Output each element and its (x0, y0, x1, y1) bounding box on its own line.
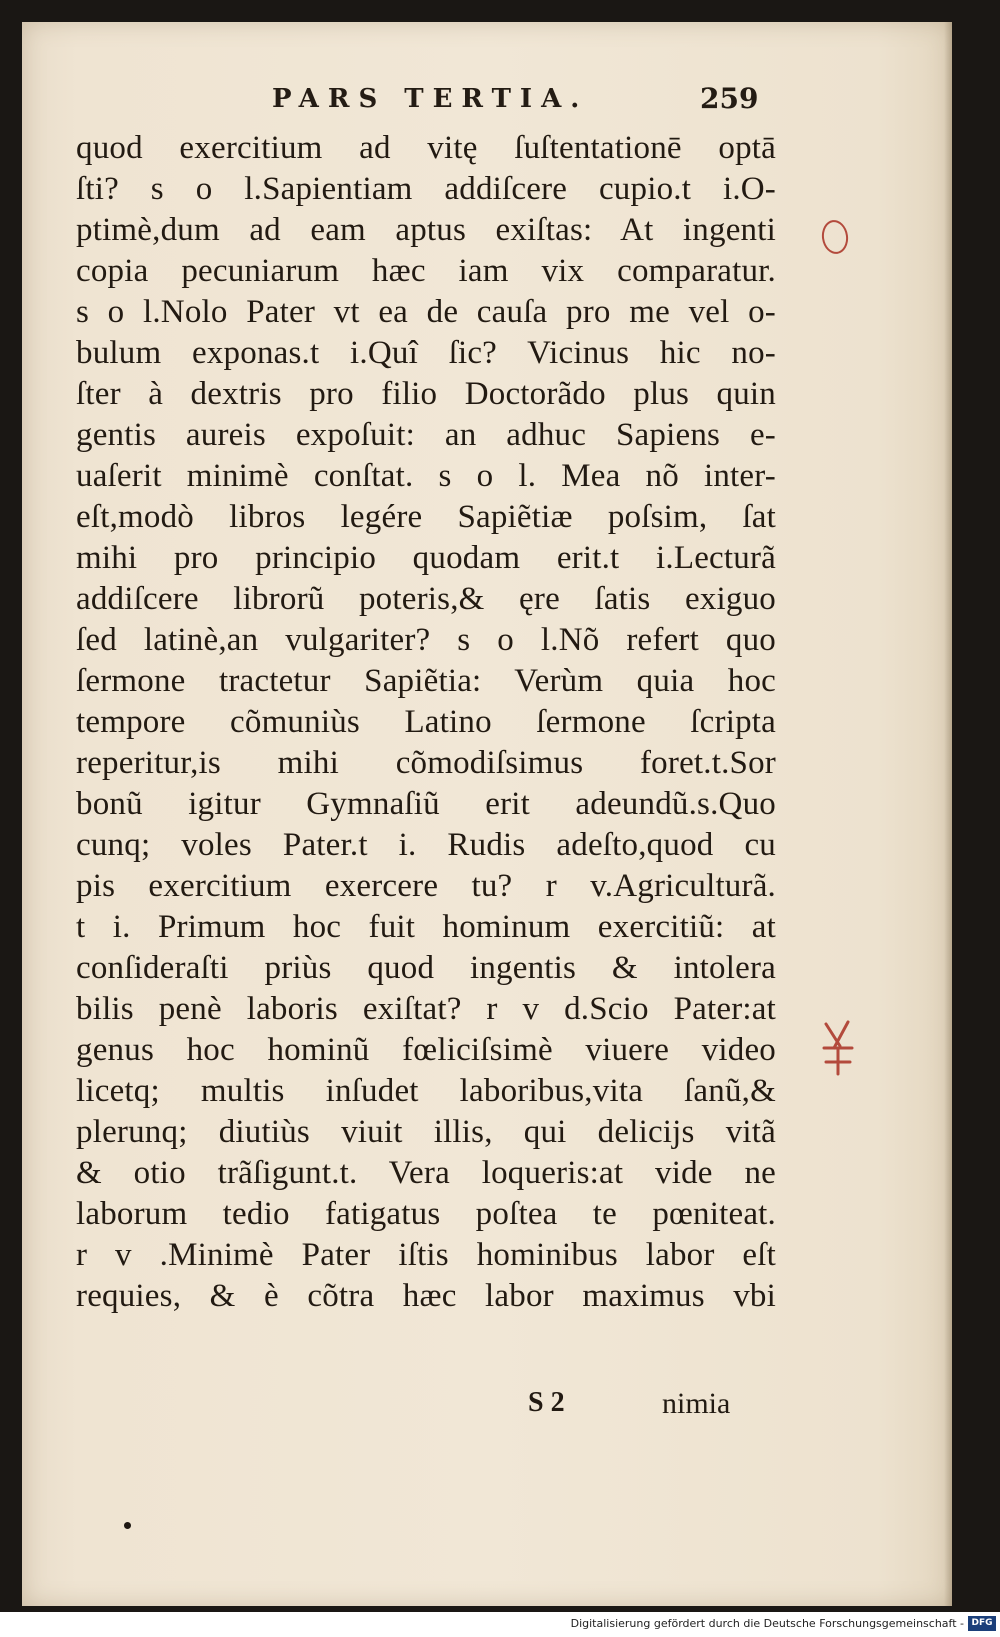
body-text (76, 128, 776, 1317)
text-line: plerunq; diutiùs viuit illis, qui delicijs vitã (76, 1114, 776, 1150)
text-line: copia pecuniarum hæc iam vix comparatur. (76, 253, 776, 289)
text-line: addiſcere librorũ poteris,& ęre ſatis exiguo (76, 581, 776, 617)
text-line: bilis penè laboris exiſtat? r v d.Scio Pater:at (76, 991, 776, 1027)
text-line: ptimè,dum ad eam aptus exiſtas: At ingenti (76, 212, 776, 248)
text-line: pis exercitium exercere tu? r v.Agriculturã. (76, 868, 776, 904)
page-gutter-shadow (944, 22, 952, 1606)
text-line: gentis aureis expoſuit: an adhuc Sapiens e- (76, 417, 776, 453)
text-line: requies, & è cõtra hæc labor maximus vbi (76, 1278, 776, 1314)
signature-mark: S 2 (528, 1387, 565, 1418)
text-line: cunq; voles Pater.t i. Rudis adeſto,quod cu (76, 827, 776, 863)
text-line: genus hoc hominũ fœliciſsimè viuere video (76, 1032, 776, 1068)
text-line: ſermone tractetur Sapiẽtia: Verùm quia hoc (76, 663, 776, 699)
catchword: nimia (662, 1387, 731, 1420)
text-line: conſideraſti priùs quod ingentis & intolera (76, 950, 776, 986)
library-stamp-mark-icon (818, 1018, 858, 1078)
text-line: s o l.Nolo Pater vt ea de cauſa pro me vel o- (76, 294, 776, 330)
dfg-logo: DFG (968, 1616, 996, 1631)
text-line: tempore cõmuniùs Latino ſermone ſcripta (76, 704, 776, 740)
text-line: ſti? s o l.Sapientiam addiſcere cupio.t i.O- (76, 171, 776, 207)
text-line: bonũ igitur Gymnaſiũ erit adeundũ.s.Quo (76, 786, 776, 822)
text-line: laborum tedio fatigatus poſtea te pœniteat. (76, 1196, 776, 1232)
catchword-line (22, 1387, 952, 1427)
text-line: uaſerit minimè conſtat. s o l. Mea nõ inter- (76, 458, 776, 494)
text-line: mihi pro principio quodam erit.t i.Lecturã (76, 540, 776, 576)
footer-credit: Digitalisierung gefördert durch die Deutsche Forschungsgemeinschaft - (570, 1617, 964, 1630)
ink-dot (124, 1522, 131, 1529)
text-line: reperitur,is mihi cõmodiſsimus foret.t.Sor (76, 745, 776, 781)
text-line: ſed latinè,an vulgariter? s o l.Nõ refert quo (76, 622, 776, 658)
text-line: quod exercitium ad vitę ſuſtentationē optā (76, 130, 776, 166)
text-line: eſt,modò libros legére Sapiẽtiæ poſsim, ſat (76, 499, 776, 535)
text-line: & otio trãſigunt.t. Vera loqueris:at vide ne (76, 1155, 776, 1191)
text-line: r v .Minimè Pater iſtis hominibus labor eſt (76, 1237, 776, 1273)
text-line: licetq; multis inſudet laboribus,vita ſanũ,& (76, 1073, 776, 1109)
library-stamp-circle-icon (820, 218, 850, 255)
book-page (22, 22, 952, 1606)
text-line: ſter à dextris pro filio Doctorãdo plus quin (76, 376, 776, 412)
digitization-footer (0, 1612, 1000, 1637)
text-line: t i. Primum hoc fuit hominum exercitiũ: at (76, 909, 776, 945)
page-number: 259 (700, 82, 759, 115)
running-head: PARS TERTIA. (272, 84, 589, 114)
text-line: bulum exponas.t i.Quî ſic? Vicinus hic no- (76, 335, 776, 371)
